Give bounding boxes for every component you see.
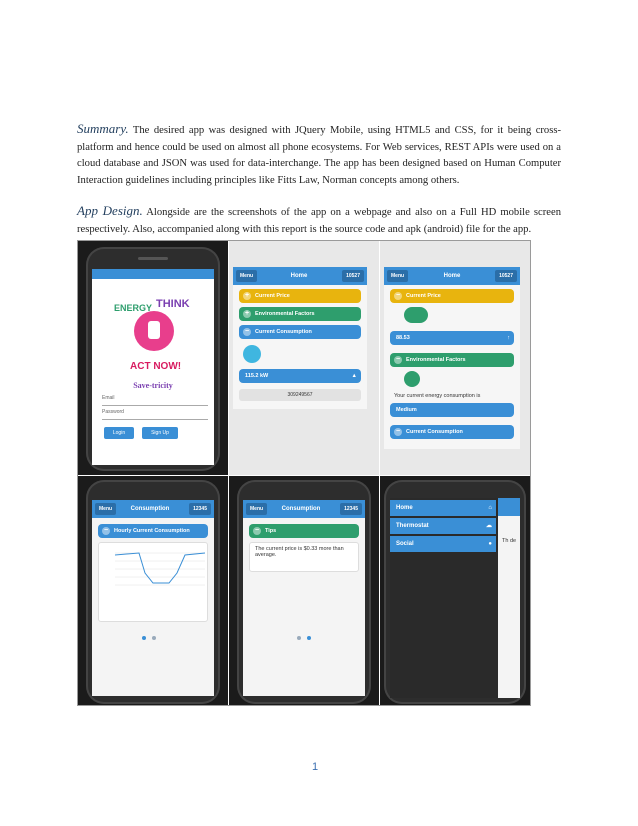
pager-dot-active[interactable]	[307, 636, 311, 640]
page-title: Home	[443, 273, 461, 279]
current-consumption-bar[interactable]	[239, 325, 361, 339]
header-bar	[384, 267, 520, 285]
screenshot-home-collapsed	[229, 241, 379, 475]
screenshot-consumption	[78, 476, 228, 705]
email-field[interactable]: Email	[102, 395, 208, 406]
cloud-icon: ☁	[486, 523, 492, 529]
user-badge[interactable]: 10527	[495, 270, 517, 282]
tips-bar[interactable]	[249, 524, 359, 538]
page-title: Consumption	[130, 506, 170, 512]
leaf-icon	[404, 371, 420, 387]
app-name: Save-tricity	[133, 381, 173, 390]
env-level: Medium	[396, 407, 417, 413]
environmental-factors-label: Environmental Factors	[255, 311, 315, 317]
user-icon: ●	[488, 541, 492, 547]
menu-button[interactable]: Menu	[236, 270, 257, 282]
consumption-chart-card	[98, 542, 208, 622]
plus-icon: +	[244, 292, 250, 299]
reading-bar	[239, 369, 361, 383]
logo-word-act-now: ACT NOW!	[130, 361, 182, 372]
pager-dot[interactable]	[297, 636, 301, 640]
minus-icon: −	[395, 428, 401, 435]
user-badge[interactable]: 12345	[189, 503, 211, 515]
home-icon: ⌂	[488, 505, 492, 511]
logo-word-energy: ENERGY	[114, 303, 153, 313]
environmental-factors-bar[interactable]	[390, 353, 514, 367]
menu-button[interactable]: Menu	[246, 503, 267, 515]
pager-dot-active[interactable]	[142, 636, 146, 640]
minus-icon: −	[254, 527, 260, 534]
menu-button[interactable]: Menu	[387, 270, 408, 282]
page-peek	[498, 498, 520, 698]
plus-icon: +	[244, 310, 250, 317]
energy-logo	[108, 285, 200, 377]
current-consumption-label: Current Consumption	[406, 429, 463, 435]
tips-label: Tips	[265, 528, 277, 534]
app-design-text: Alongside are the screenshots of the app on a webpage and also on a Full HD mobile screen respectively. Also, accompanied along with this report is the source code and apk (android) file for the app.	[77, 207, 561, 235]
menu-item-social[interactable]	[390, 536, 496, 552]
login-button-label: Login	[112, 430, 126, 436]
piggy-bank-icon	[404, 307, 428, 323]
phone-frame	[384, 480, 526, 704]
menu-item-home-label: Home	[396, 505, 413, 511]
warning-icon: ▲	[351, 373, 357, 379]
menu-item-thermostat[interactable]	[390, 518, 496, 534]
footer-value: 309249567	[287, 392, 313, 398]
header-bar	[243, 500, 365, 518]
page-title: Consumption	[281, 506, 321, 512]
menu-button[interactable]: Menu	[95, 503, 116, 515]
current-consumption-bar[interactable]	[390, 425, 514, 439]
env-text: Your current energy consumption is	[394, 393, 481, 399]
menu-screen	[390, 498, 520, 698]
login-button[interactable]	[104, 427, 134, 439]
minus-icon: −	[244, 328, 250, 335]
user-badge[interactable]: 12345	[340, 503, 362, 515]
minus-icon: −	[395, 292, 401, 299]
peek-text: Th de	[502, 538, 517, 544]
app-design-paragraph	[77, 203, 561, 238]
current-consumption-label: Current Consumption	[255, 329, 312, 335]
tip-card	[249, 542, 359, 572]
environmental-factors-label: Environmental Factors	[406, 357, 466, 363]
logo-word-think: THINK	[156, 298, 190, 310]
peek-header	[498, 498, 520, 516]
menu-item-home[interactable]	[390, 500, 496, 516]
page-number: 1	[312, 761, 319, 773]
status-strip	[92, 269, 214, 279]
screenshot-tips	[229, 476, 379, 705]
password-field[interactable]: Password	[102, 409, 208, 420]
hourly-consumption-label: Hourly Current Consumption	[114, 528, 190, 534]
current-price-label: Current Price	[406, 293, 441, 299]
signup-button[interactable]	[142, 427, 178, 439]
env-level-bar	[390, 403, 514, 417]
home-expanded-screen	[384, 267, 520, 449]
bulb-icon	[243, 345, 261, 363]
user-badge[interactable]: 10527	[342, 270, 364, 282]
summary-paragraph	[77, 121, 561, 189]
phone-earpiece	[138, 257, 168, 260]
minus-icon: −	[395, 356, 401, 363]
minus-icon: −	[103, 527, 109, 534]
summary-text: The desired app was designed with JQuery Mobile, using HTML5 and CSS, for it being cross-platform and hence could be used on almost all phone ecosystems. For Web services, REST APIs were used on a cloud database and JSON was used for data-interchange. The app has been designed based on Human Computer Interaction guidelines including principles like Fitts Law, Norman concepts among others.	[77, 125, 561, 186]
summary-heading: Summary.	[77, 121, 129, 136]
consumption-screen	[92, 500, 214, 696]
screenshot-home-expanded	[380, 241, 530, 475]
phone-frame	[86, 480, 220, 704]
app-design-heading: App Design.	[77, 203, 143, 218]
screenshot-collage	[77, 240, 531, 706]
current-price-bar[interactable]	[390, 289, 514, 303]
menu-item-social-label: Social	[396, 541, 414, 547]
login-screen	[92, 269, 214, 465]
footer-value-bar	[239, 389, 361, 401]
home-screen	[233, 267, 367, 409]
consumption-line-chart	[99, 543, 207, 619]
phone-frame	[237, 480, 371, 704]
tips-screen	[243, 500, 365, 696]
reading-value: 115.2 kW	[245, 373, 269, 379]
screenshot-menu-panel	[380, 476, 530, 705]
menu-item-thermostat-label: Thermostat	[396, 523, 429, 529]
hourly-consumption-bar[interactable]	[98, 524, 208, 538]
current-price-label: Current Price	[255, 293, 290, 299]
header-bar	[92, 500, 214, 518]
header-bar	[233, 267, 367, 285]
signup-button-label: Sign Up	[151, 430, 169, 436]
environmental-factors-bar[interactable]	[239, 307, 361, 321]
arrow-up-icon: ↑	[507, 335, 510, 341]
price-value: 88.53	[396, 335, 410, 341]
page-title: Home	[290, 273, 308, 279]
screenshot-login	[78, 241, 228, 475]
price-value-bar	[390, 331, 514, 345]
pager-dot[interactable]	[152, 636, 156, 640]
current-price-bar[interactable]	[239, 289, 361, 303]
consumption-series-line	[115, 553, 205, 583]
phone-frame	[86, 247, 220, 471]
tip-text: The current price is $0.33 more than average.	[255, 546, 344, 558]
